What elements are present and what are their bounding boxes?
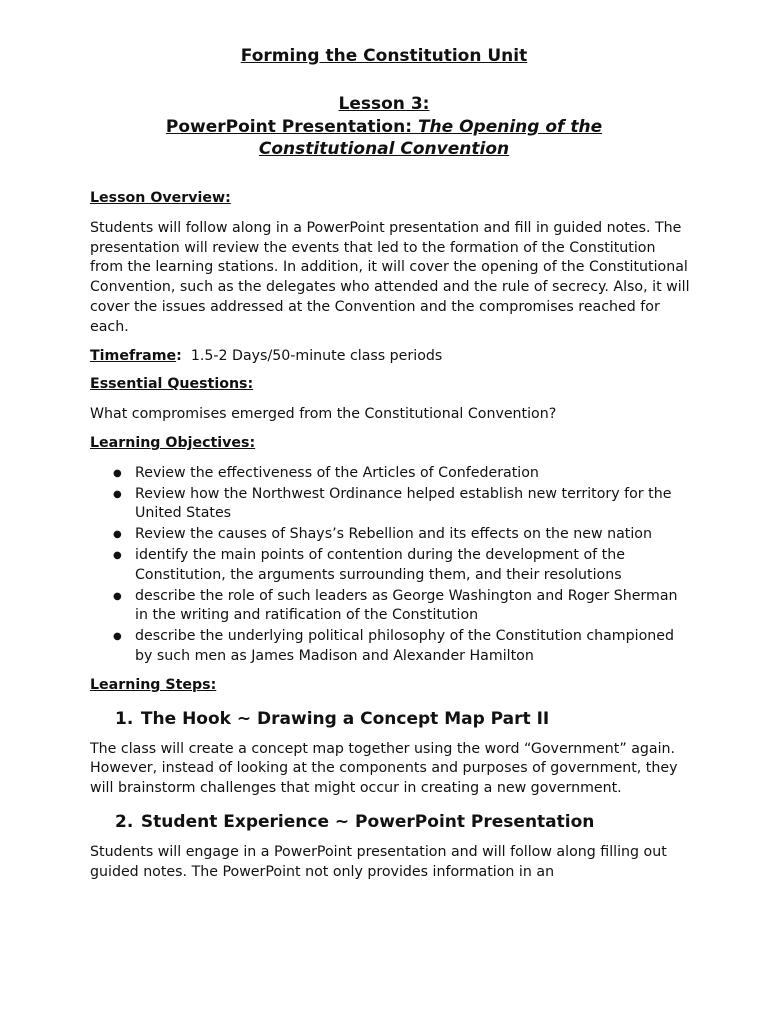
step-1-heading: [115, 708, 690, 730]
unit-title: Forming the Constitution Unit: [240, 46, 528, 66]
essential-questions-text: What compromises emerged from the Constitutional Convention?: [90, 406, 557, 423]
objective-text: describe the role of such leaders as George Washington and Roger Sherman in the writing and ratification of the Constitution: [135, 587, 678, 624]
learning-objectives-list: [90, 464, 690, 667]
bullet-icon: ●: [113, 467, 122, 479]
step-2-number: 2.: [115, 811, 134, 832]
objective-text: Review how the Northwest Ordinance helped establish new territory for the United States: [135, 485, 672, 522]
list-item: [90, 546, 690, 586]
list-item: [90, 485, 690, 525]
essential-questions-heading: Essential Questions:: [90, 376, 254, 393]
lesson-title-italic-line2: Constitutional Convention: [258, 139, 510, 159]
bullet-icon: ●: [113, 590, 122, 602]
lesson-title-prefix: PowerPoint Presentation:: [165, 117, 418, 137]
step-1-title: The Hook ~ Drawing a Concept Map Part II: [140, 708, 550, 729]
list-item: [90, 587, 690, 627]
timeframe-label: Timeframe: [90, 347, 177, 364]
list-item: [90, 525, 690, 545]
step-2-heading: [115, 811, 690, 833]
bullet-icon: ●: [113, 549, 122, 561]
objective-text: identify the main points of contention during the development of the Constitution, the arguments surrounding them, and their resolutions: [135, 546, 625, 583]
step-2-text: Students will engage in a PowerPoint presentation and will follow along filling out guided notes. The PowerPoint not only provides information in an: [90, 843, 667, 880]
step-2-title: Student Experience ~ PowerPoint Presentation: [140, 811, 595, 832]
objective-text: Review the causes of Shays’s Rebellion and its effects on the new nation: [135, 526, 652, 543]
document-body: [90, 189, 690, 892]
lesson-title-italic-line1: The Opening of the: [417, 117, 603, 137]
learning-steps-heading: Learning Steps:: [90, 676, 217, 693]
step-1-text: The class will create a concept map together using the word “Government” again. However, instead of looking at the components and purposes of government, they will brainstorm challenges that might occur in creating a new government.: [90, 740, 678, 797]
objective-text: describe the underlying political philosophy of the Constitution championed by such men as James Madison and Alexander Hamilton: [135, 628, 674, 664]
step-1-number: 1.: [115, 708, 134, 729]
bullet-icon: ●: [113, 529, 122, 541]
lesson-number: Lesson 3:: [338, 94, 430, 114]
list-item: [90, 627, 690, 667]
bullet-icon: ●: [113, 488, 122, 500]
timeframe-colon: :: [176, 347, 182, 364]
list-item: [90, 464, 690, 484]
timeframe-line: [90, 347, 690, 367]
overview-heading: Lesson Overview:: [90, 190, 231, 206]
bullet-icon: ●: [113, 631, 122, 643]
objective-text: Review the effectiveness of the Articles of Confederation: [135, 464, 539, 481]
lesson-title: [0, 116, 768, 160]
overview-text: Students will follow along in a PowerPoint presentation and fill in guided notes. The presentation will review the events that led to the formation of the Constitution from the learning stations. In addition, it will cover the opening of the Constitutional Convention, such as the delegates who attended and the rule of secrecy. Also, it will cover the issues addressed at the Convention and the compromises reached for each.: [90, 219, 690, 335]
learning-objectives-heading: Learning Objectives:: [90, 434, 256, 451]
timeframe-value: 1.5-2 Days/50-minute class periods: [190, 347, 443, 364]
